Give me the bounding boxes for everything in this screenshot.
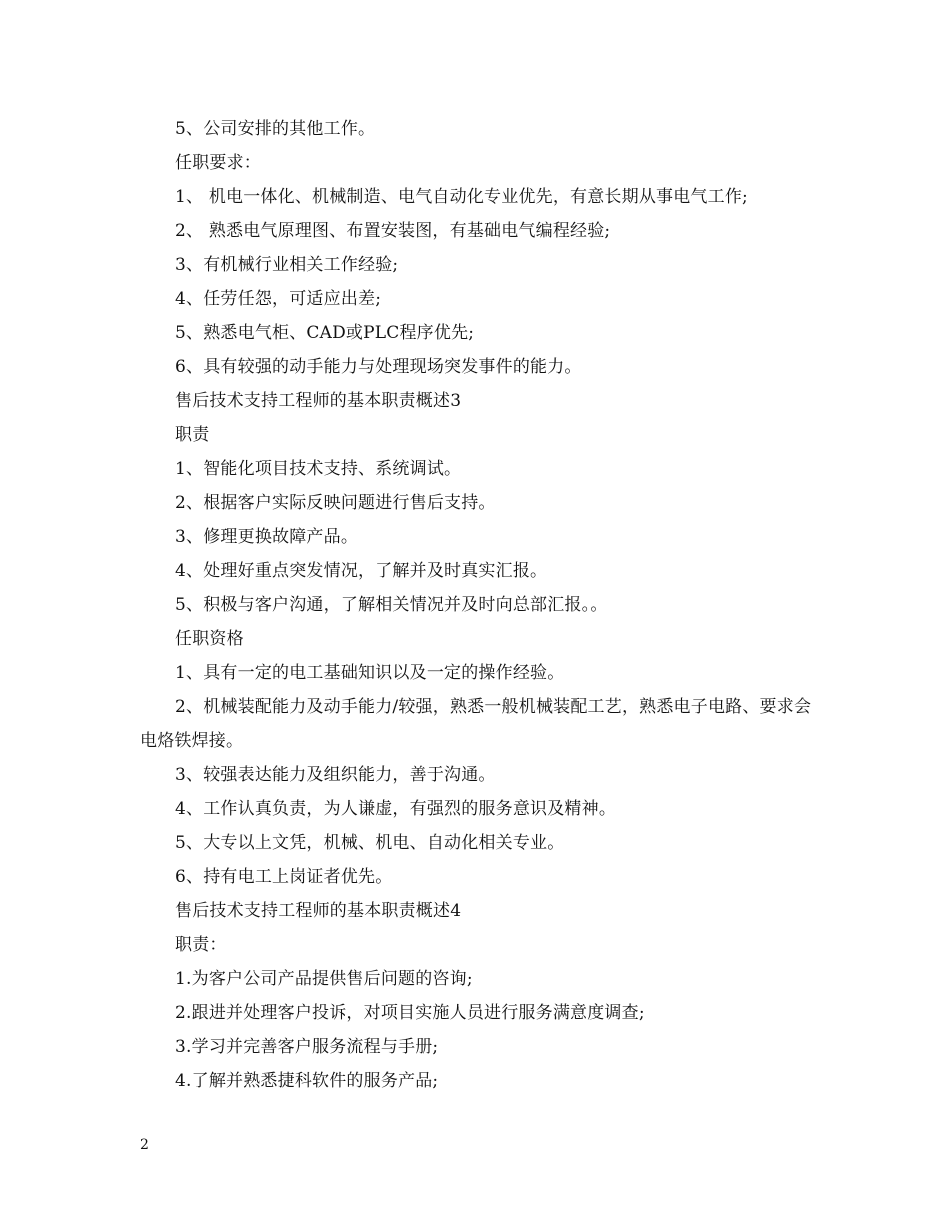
paragraph: 3、修理更换故障产品。 — [175, 527, 359, 547]
paragraph: 4、处理好重点突发情况，了解并及时真实汇报。 — [175, 561, 548, 581]
section-heading: 职责： — [175, 935, 227, 955]
paragraph: 2、机械装配能力及动手能力/较强，熟悉一般机械装配工艺，熟悉电子电路、要求会电烙铁焊接。 — [140, 697, 812, 751]
paragraph: 6、持有电工上岗证者优先。 — [175, 867, 393, 887]
paragraph: 1、具有一定的电工基础知识以及一定的操作经验。 — [175, 663, 565, 683]
paragraph: 5、熟悉电气柜、CAD或PLC程序优先; — [175, 323, 475, 343]
paragraph: 5、积极与客户沟通，了解相关情况并及时向总部汇报。。 — [175, 595, 608, 615]
paragraph: 4.了解并熟悉捷科软件的服务产品; — [175, 1071, 439, 1091]
paragraph: 2、根据客户实际反映问题进行售后支持。 — [175, 493, 496, 513]
paragraph: 1、智能化项目技术支持、系统调试。 — [175, 459, 462, 479]
paragraph: 5、公司安排的其他工作。 — [175, 119, 376, 139]
paragraph: 2.跟进并处理客户投诉，对项目实施人员进行服务满意度调查; — [175, 1003, 645, 1023]
paragraph: 1、 机电一体化、机械制造、电气自动化专业优先，有意长期从事电气工作; — [175, 187, 748, 207]
paragraph: 6、具有较强的动手能力与处理现场突发事件的能力。 — [175, 357, 582, 377]
section-heading: 任职资格 — [175, 629, 244, 649]
section-title: 售后技术支持工程师的基本职责概述3 — [175, 391, 462, 411]
document-body — [140, 112, 812, 1098]
paragraph: 4、工作认真负责，为人谦虚，有强烈的服务意识及精神。 — [175, 799, 617, 819]
page-number: 2 — [140, 1137, 149, 1153]
paragraph: 3、有机械行业相关工作经验; — [175, 255, 399, 275]
paragraph: 3.学习并完善客户服务流程与手册; — [175, 1037, 439, 1057]
paragraph: 5、大专以上文凭，机械、机电、自动化相关专业。 — [175, 833, 565, 853]
section-heading: 任职要求： — [175, 153, 261, 173]
paragraph: 3、较强表达能力及组织能力，善于沟通。 — [175, 765, 496, 785]
section-heading: 职责 — [175, 425, 210, 445]
section-title: 售后技术支持工程师的基本职责概述4 — [175, 901, 462, 921]
paragraph: 2、 熟悉电气原理图、布置安装图，有基础电气编程经验; — [175, 221, 611, 241]
paragraph: 4、任劳任怨，可适应出差; — [175, 289, 382, 309]
paragraph: 1.为客户公司产品提供售后问题的咨询; — [175, 969, 473, 989]
